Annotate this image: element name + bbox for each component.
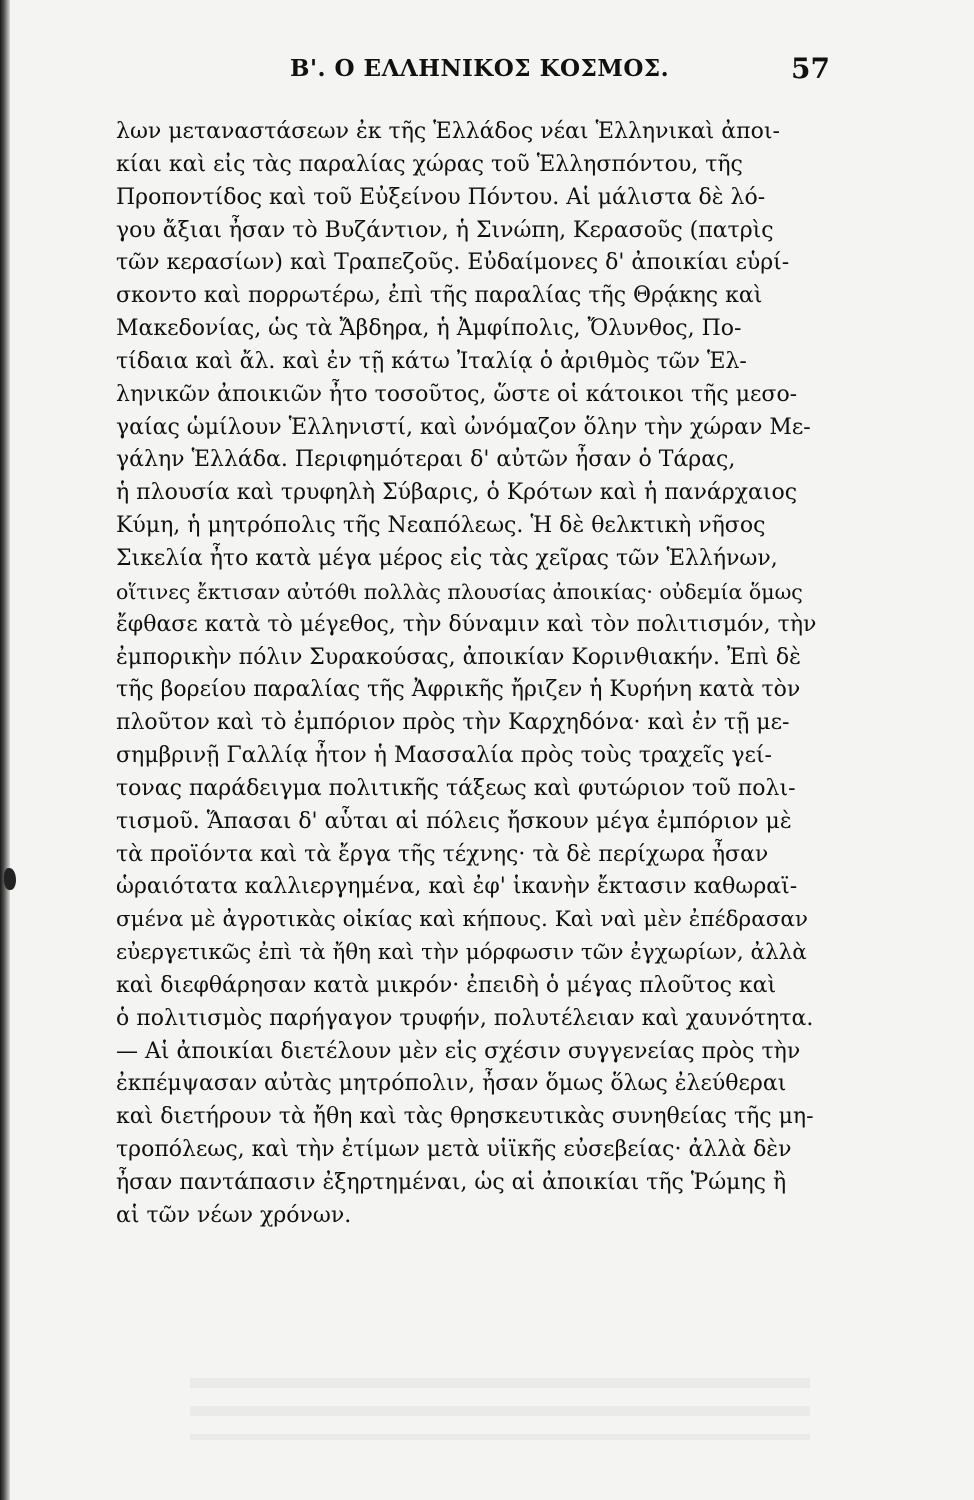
text-line: γου ἄξιαι ἦσαν τὸ Βυζάντιον, ἡ Σινώπη, Κερασοῦς (πατρὶς: [116, 217, 774, 243]
text-line: Κύμη, ἡ μητρόπολις τῆς Νεαπόλεως. Ἡ δὲ θελκτικὴ νῆσος: [116, 513, 766, 539]
body-text: [116, 116, 816, 1233]
text-line: ἐμπορικὴν πόλιν Συρακούσας, ἀποικίαν Κορινθιακήν. Ἐπὶ δὲ: [116, 644, 801, 670]
text-line: τισμοῦ. Ἅπασαι δ' αὗται αἱ πόλεις ἤσκουν μέγα ἐμπόριον μὲ: [116, 808, 792, 834]
text-line: ἦσαν παντάπασιν ἐξηρτημέναι, ὡς αἱ ἀποικίαι τῆς Ῥώμης ἢ: [116, 1170, 787, 1195]
text-line: πλοῦτον καὶ τὸ ἐμπόριον πρὸς τὴν Καρχηδόνα· καὶ ἐν τῇ με-: [116, 710, 790, 736]
text-line: καὶ διεφθάρησαν κατὰ μικρόν· ἐπειδὴ ὁ μέγας πλοῦτος καὶ: [116, 972, 777, 998]
text-line: τῶν κερασίων) καὶ Τραπεζοῦς. Εὐδαίμονες δ' ἀποικίαι εὑρί-: [116, 250, 790, 276]
text-line: λων μεταναστάσεων ἐκ τῆς Ἑλλάδος νέαι Ἑλληνικαὶ ἀποι-: [116, 119, 780, 144]
text-line: Σικελία ἦτο κατὰ μέγα μέρος εἰς τὰς χεῖρας τῶν Ἑλλήνων,: [116, 545, 778, 571]
text-line: σκοντο καὶ πορρωτέρω, ἐπὶ τῆς παραλίας τῆς Θρᾴκης καὶ: [116, 283, 763, 309]
text-line: τίδαια καὶ ἄλ. καὶ ἐν τῇ κάτω Ἰταλίᾳ ὁ ἀριθμὸς τῶν Ἑλ-: [116, 348, 747, 374]
text-line: γάλην Ἑλλάδα. Περιφημότεραι δ' αὐτῶν ἦσαν ὁ Τάρας,: [116, 447, 736, 473]
text-line: — Αἱ ἀποικίαι διετέλουν μὲν εἰς σχέσιν συγγενείας πρὸς τὴν: [116, 1038, 801, 1064]
text-line: σημβρινῇ Γαλλίᾳ ἦτον ἡ Μασσαλία πρὸς τοὺς τραχεῖς γεί-: [116, 743, 772, 769]
text-line: ὁ πολιτισμὸς παρήγαγον τρυφήν, πολυτέλειαν καὶ χαυνότητα.: [116, 1005, 814, 1031]
text-line: αἱ τῶν νέων χρόνων.: [116, 1202, 352, 1228]
text-line: ὡραιότατα καλλιεργημένα, καὶ ἐφ' ἱκανὴν ἔκτασιν καθωραϊ-: [116, 874, 798, 900]
text-line: γαίας ὡμίλουν Ἑλληνιστί, καὶ ὠνόμαζον ὅλην τὴν χώραν Με-: [116, 414, 811, 440]
ink-blot: [4, 868, 16, 890]
text-line: τῆς βορείου παραλίας τῆς Ἀφρικῆς ἤριζεν ἡ Κυρήνη κατὰ τὸν: [116, 677, 801, 703]
page-header: [290, 52, 830, 95]
text-line: Προποντίδος καὶ τοῦ Εὐξείνου Πόντου. Αἱ μάλιστα δὲ λό-: [116, 184, 766, 210]
page-number: 57: [791, 52, 830, 85]
text-line: ἡ πλουσία καὶ τρυφηλὴ Σύβαρις, ὁ Κρότων καὶ ἡ πανάρχαιος: [116, 480, 798, 506]
text-line: ληνικῶν ἀποικιῶν ἦτο τοσοῦτος, ὥστε οἱ κάτοικοι τῆς μεσο-: [116, 381, 798, 407]
page-binding-edge: [0, 0, 10, 1500]
running-title: Β'. Ο ΕΛΛΗΝΙΚΟΣ ΚΟΣΜΟΣ.: [290, 55, 670, 82]
text-line: τὰ προϊόντα καὶ τὰ ἔργα τῆς τέχνης· τὰ δὲ περίχωρα ἦσαν: [116, 841, 769, 867]
text-line: κίαι καὶ εἰς τὰς παραλίας χώρας τοῦ Ἑλλησπόντου, τῆς: [116, 151, 743, 177]
text-line: σμένα μὲ ἀγροτικὰς οἰκίας καὶ κήπους. Καὶ ναὶ μὲν ἐπέδρασαν: [116, 907, 808, 933]
text-line: καὶ διετήρουν τὰ ἤθη καὶ τὰς θρησκευτικὰς συνηθείας τῆς μη-: [116, 1104, 814, 1130]
show-through-bleed: [190, 1360, 810, 1440]
text-line: Μακεδονίας, ὡς τὰ Ἄβδηρα, ἡ Ἀμφίπολις, Ὄλυνθος, Πο-: [116, 316, 742, 342]
text-line: οἵτινες ἔκτισαν αὐτόθι πολλὰς πλουσίας ἀποικίας· οὐδεμία ὅμως: [116, 579, 803, 604]
text-line: ἐκπέμψασαν αὐτὰς μητρόπολιν, ἦσαν ὅμως ὅλως ἐλεύθεραι: [116, 1071, 787, 1097]
text-line: τονας παράδειγμα πολιτικῆς τάξεως καὶ φυτώριον τοῦ πολι-: [116, 775, 796, 801]
text-line: τροπόλεως, καὶ τὴν ἐτίμων μετὰ υἱϊκῆς εὐσεβείας· ἀλλὰ δὲν: [116, 1137, 792, 1163]
text-line: ἔφθασε κατὰ τὸ μέγεθος, τὴν δύναμιν καὶ τὸν πολιτισμόν, τὴν: [116, 611, 816, 637]
text-line: εὐεργετικῶς ἐπὶ τὰ ἤθη καὶ τὴν μόρφωσιν τῶν ἐγχωρίων, ἀλλὰ: [116, 940, 807, 966]
